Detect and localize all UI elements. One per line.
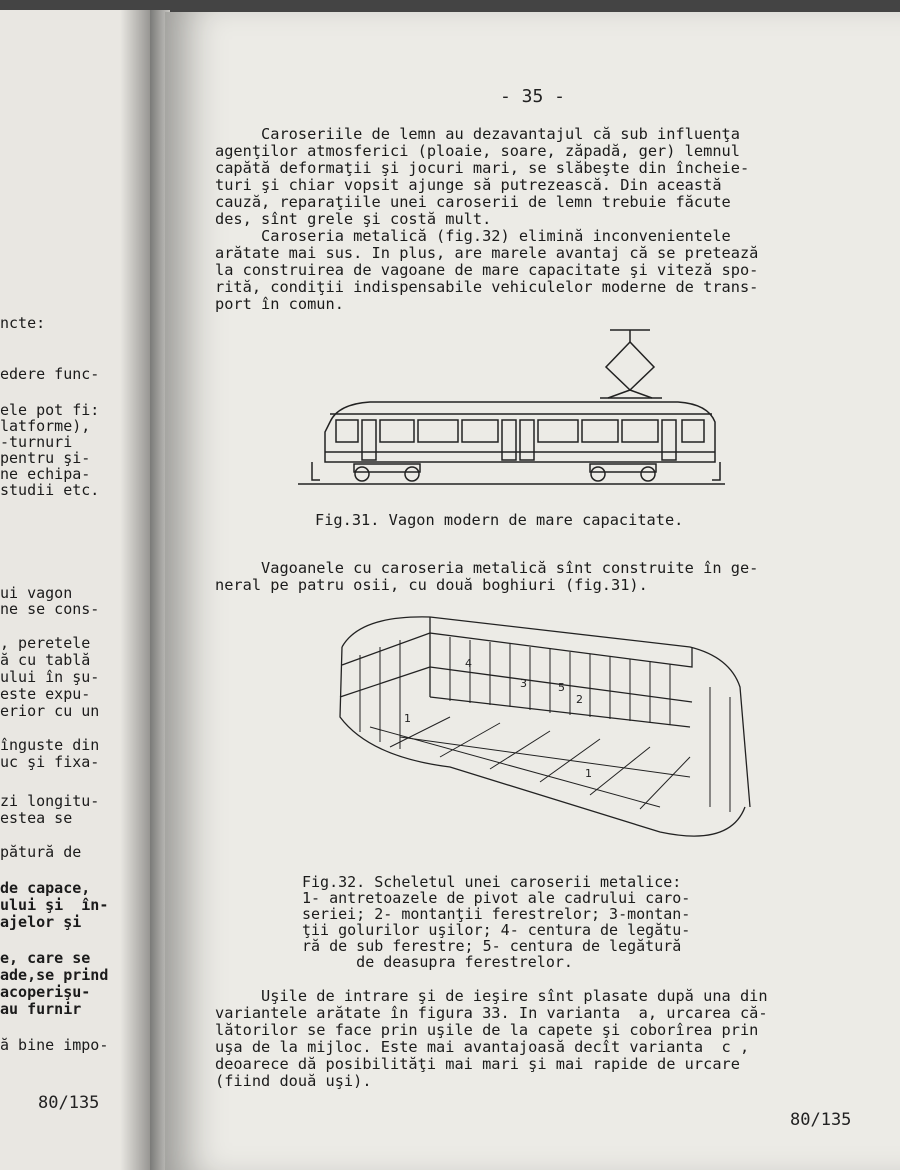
- left-text-fragment: de capace,: [0, 879, 91, 897]
- fig32-skeleton-illustration: [330, 607, 760, 852]
- left-text-fragment: uc şi fixa-: [0, 753, 100, 771]
- left-text-fragment: ne echipa-: [0, 465, 91, 483]
- left-text-fragment: este expu-: [0, 685, 91, 703]
- fig32-label: 4: [465, 657, 472, 670]
- text-line: la construirea de vagoane de mare capacitate şi viteză spo-: [215, 261, 759, 279]
- text-line: agenţilor atmosferici (ploaie, soare, zăpadă, ger) lemnul: [215, 142, 740, 160]
- left-text-fragment: au furnir: [0, 1000, 82, 1018]
- fig31-tram-illustration: [290, 322, 730, 487]
- left-text-fragment: ă bine impo-: [0, 1036, 109, 1054]
- caption-line: seriei; 2- montanţii ferestrelor; 3-montan-: [302, 905, 691, 923]
- text-line: uşa de la mijloc. Este mai avantajoasă decît varianta c ,: [215, 1038, 750, 1056]
- text-line: Vagoanele cu caroseria metalică sînt construite în ge-: [215, 559, 759, 577]
- left-text-fragment: ului în şu-: [0, 668, 100, 686]
- fig32-label: 2: [576, 693, 583, 706]
- fig32-label: 3: [520, 677, 527, 690]
- text-line: Caroseria metalică (fig.32) elimină inconvenientele: [215, 227, 731, 245]
- caption-line: Fig.32. Scheletul unei caroserii metalice:: [302, 873, 682, 891]
- left-text-fragment: ncte:: [0, 314, 46, 332]
- text-line: Uşile de intrare şi de ieşire sînt plasate după una din: [215, 987, 768, 1005]
- text-line: cauză, reparaţiile unei caroserii de lemn trebuie făcute: [215, 193, 731, 211]
- left-page-gutter-shadow: [120, 10, 150, 1170]
- left-text-fragment: zi longitu-: [0, 792, 100, 810]
- text-line: Caroseriile de lemn au dezavantajul că sub influenţa: [215, 125, 740, 143]
- text-line: rită, condiţii indispensabile vehiculelor moderne de trans-: [215, 278, 759, 296]
- left-text-fragment: estea se: [0, 809, 73, 827]
- left-text-fragment: , peretele: [0, 634, 91, 652]
- fig32-label: 1: [585, 767, 592, 780]
- fig32-label: 1: [404, 712, 411, 725]
- left-text-fragment: ajelor şi: [0, 913, 82, 931]
- left-text-fragment: ade,se prind: [0, 966, 109, 984]
- left-text-fragment: ne se cons-: [0, 600, 100, 618]
- text-line: deoarece dă posibilităţi mai mari şi mai rapide de urcare: [215, 1055, 740, 1073]
- left-text-fragment: erior cu un: [0, 702, 100, 720]
- text-line: (fiind două uşi).: [215, 1072, 372, 1090]
- left-page-number: 80/135: [38, 1093, 100, 1113]
- right-page: [165, 12, 900, 1170]
- left-text-fragment: e, care se: [0, 949, 91, 967]
- text-line: turi şi chiar vopsit ajunge să putrezească. Din această: [215, 176, 722, 194]
- text-line: arătate mai sus. In plus, are marele avantaj că se pretează: [215, 244, 759, 262]
- caption-line: de deasupra ferestrelor.: [302, 953, 573, 971]
- right-page-number: 80/135: [790, 1110, 852, 1130]
- left-text-fragment: latforme),: [0, 417, 91, 435]
- text-line: des, sînt grele şi costă mult.: [215, 210, 492, 228]
- text-line: capătă deformaţii şi jocuri mari, se slăbeşte din încheie-: [215, 159, 750, 177]
- caption-line: 1- antretoazele de pivot ale cadrului caro-: [302, 889, 691, 907]
- left-text-fragment: ă cu tablă: [0, 651, 91, 669]
- left-text-fragment: pentru şi-: [0, 449, 91, 467]
- page-header: - 35 -: [500, 86, 566, 107]
- text-line: port în comun.: [215, 295, 344, 313]
- left-text-fragment: -turnuri: [0, 433, 73, 451]
- left-text-fragment: ele pot fi:: [0, 401, 100, 419]
- left-text-fragment: înguste din: [0, 736, 100, 754]
- caption-line: ră de sub ferestre; 5- centura de legătură: [302, 937, 682, 955]
- text-line: variantele arătate în figura 33. In varianta a, urcarea că-: [215, 1004, 768, 1022]
- fig32-label: 5: [558, 681, 565, 694]
- left-text-fragment: acoperişu-: [0, 983, 91, 1001]
- left-text-fragment: ului şi în-: [0, 896, 109, 914]
- left-text-fragment: studii etc.: [0, 481, 100, 499]
- left-text-fragment: pătură de: [0, 843, 82, 861]
- left-text-fragment: ui vagon: [0, 584, 73, 602]
- fig31-caption: Fig.31. Vagon modern de mare capacitate.: [315, 511, 684, 529]
- text-line: neral pe patru osii, cu două boghiuri (fig.31).: [215, 576, 648, 594]
- caption-line: ţii golurilor uşilor; 4- centura de legătu-: [302, 921, 691, 939]
- left-text-fragment: edere func-: [0, 365, 100, 383]
- left-page: [0, 10, 150, 1170]
- text-line: lătorilor se face prin uşile de la capete şi coborîrea prin: [215, 1021, 759, 1039]
